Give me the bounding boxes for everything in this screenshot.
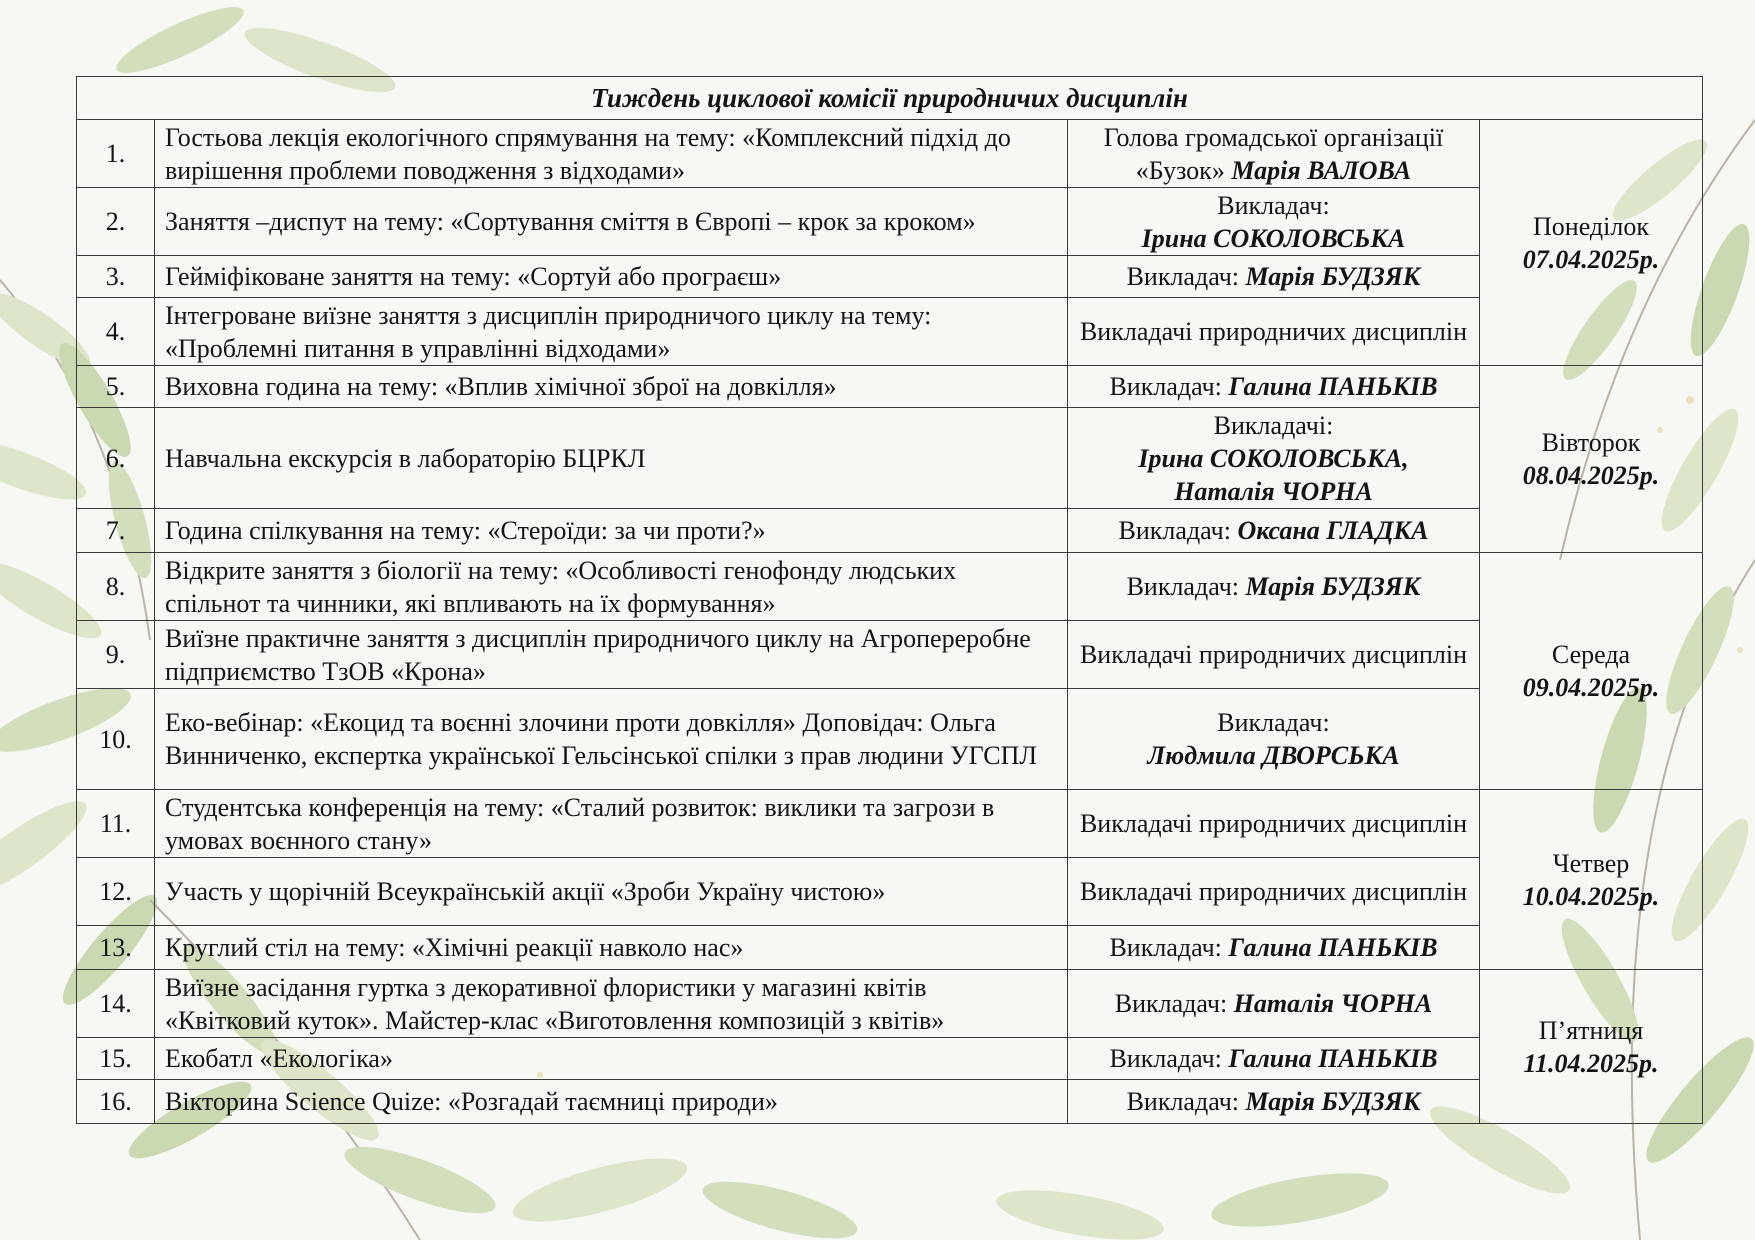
responsible-role: Викладач: [1126, 1087, 1239, 1116]
responsible-name: Наталія ЧОРНА [1174, 476, 1373, 506]
responsible-role: Викладач: [1118, 516, 1231, 545]
table-row [77, 188, 1703, 256]
day-date: 08.04.2025р. [1522, 461, 1660, 490]
responsible-role: Викладач: [1126, 262, 1239, 291]
row-number: 5. [77, 366, 155, 408]
responsible-role: Викладач: [1109, 1044, 1222, 1073]
table-row [77, 408, 1703, 509]
table-row [77, 926, 1703, 970]
row-number: 13. [77, 926, 155, 970]
day-cell-wednesday [1480, 553, 1703, 790]
responsible-role: Голова громадської організації «Бузок» [1103, 122, 1444, 185]
table-row [77, 1038, 1703, 1080]
responsible-role: Викладачі природничих дисциплін [1079, 640, 1468, 669]
responsible-name: Ірина СОКОЛОВСЬКА, [1138, 443, 1409, 473]
responsible-person [1068, 926, 1480, 970]
day-name: Вівторок [1541, 428, 1641, 457]
responsible-name: Людмила ДВОРСЬКА [1147, 741, 1400, 770]
table-row [77, 970, 1703, 1038]
row-number: 14. [77, 970, 155, 1038]
event-description: Інтегроване виїзне заняття з дисциплін природничого циклу на тему: «Проблемні питання в управлінні відходами» [155, 298, 1068, 366]
responsible-name: Марія БУДЗЯК [1245, 1087, 1421, 1116]
day-date: 09.04.2025р. [1522, 673, 1660, 702]
day-cell-monday [1480, 120, 1703, 366]
row-number: 11. [77, 790, 155, 858]
responsible-person [1068, 408, 1480, 509]
event-description: Виїзне засідання гуртка з декоративної флористики у магазині квітів «Квітковий куток». Майстер-клас «Виготовлення композицій з квітів» [155, 970, 1068, 1038]
row-number: 12. [77, 858, 155, 926]
row-number: 9. [77, 621, 155, 689]
day-name: Понеділок [1533, 211, 1649, 241]
day-name: Середа [1551, 640, 1631, 669]
responsible-name: Ірина СОКОЛОВСЬКА [1141, 223, 1406, 253]
row-number: 4. [77, 298, 155, 366]
responsible-person [1068, 621, 1480, 689]
responsible-person [1068, 256, 1480, 298]
responsible-person [1068, 1038, 1480, 1080]
day-name: П’ятниця [1538, 1015, 1644, 1045]
day-date: 10.04.2025р. [1522, 881, 1660, 911]
table-row [77, 553, 1703, 621]
table-row [77, 256, 1703, 298]
event-description: Виховна година на тему: «Вплив хімічної зброї на довкілля» [155, 366, 1068, 408]
responsible-person [1068, 790, 1480, 858]
responsible-role: Викладач: [1217, 190, 1330, 220]
row-number: 7. [77, 509, 155, 553]
responsible-role: Викладачі природничих дисциплін [1079, 877, 1468, 906]
event-description: Еко-вебінар: «Екоцид та воєнні злочини проти довкілля» Доповідач: Ольга Винниченко, експертка української Гельсінської спілки з прав людини УГСПЛ [155, 689, 1068, 790]
day-cell-friday [1480, 970, 1703, 1124]
table-row [77, 689, 1703, 790]
row-number: 15. [77, 1038, 155, 1080]
day-cell-tuesday [1480, 366, 1703, 553]
day-date: 11.04.2025р. [1523, 1048, 1659, 1078]
row-number: 8. [77, 553, 155, 621]
responsible-person [1068, 366, 1480, 408]
table-row [77, 509, 1703, 553]
responsible-person [1068, 1080, 1480, 1124]
row-number: 1. [77, 120, 155, 188]
schedule-table [76, 76, 1703, 1124]
responsible-person [1068, 509, 1480, 553]
responsible-name: Галина ПАНЬКІВ [1228, 1044, 1438, 1073]
event-description: Навчальна екскурсія в лабораторію БЦРКЛ [155, 408, 1068, 509]
event-description: Заняття –диспут на тему: «Сортування сміття в Європі – крок за кроком» [155, 188, 1068, 256]
table-row [77, 366, 1703, 408]
responsible-person [1068, 689, 1480, 790]
table-row [77, 858, 1703, 926]
event-description: Участь у щорічній Всеукраїнській акції «Зроби Україну чистою» [155, 858, 1068, 926]
event-description: Гостьова лекція екологічного спрямування на тему: «Комплексний підхід до вирішення проблеми поводження з відходами» [155, 120, 1068, 188]
day-date: 07.04.2025р. [1522, 244, 1660, 274]
table-row [77, 621, 1703, 689]
responsible-name: Галина ПАНЬКІВ [1228, 372, 1438, 401]
table-row [77, 120, 1703, 188]
responsible-name: Марія БУДЗЯК [1245, 572, 1421, 601]
responsible-person [1068, 858, 1480, 926]
responsible-person [1068, 970, 1480, 1038]
row-number: 2. [77, 188, 155, 256]
responsible-person [1068, 298, 1480, 366]
table-row [77, 298, 1703, 366]
responsible-name: Оксана ГЛАДКА [1237, 516, 1429, 545]
row-number: 3. [77, 256, 155, 298]
event-description: Студентська конференція на тему: «Сталий розвиток: виклики та загрози в умовах воєнного стану» [155, 790, 1068, 858]
responsible-role: Викладач: [1114, 989, 1228, 1018]
day-name: Четвер [1552, 848, 1630, 878]
responsible-role: Викладачі природничих дисциплін [1079, 809, 1468, 838]
responsible-role: Викладач: [1126, 572, 1239, 601]
table-title: Тиждень циклової комісії природничих дисциплін [77, 77, 1703, 120]
responsible-role: Викладач: [1109, 933, 1222, 962]
schedule-page [76, 76, 1702, 1124]
table-row [77, 790, 1703, 858]
event-description: Гейміфіковане заняття на тему: «Сортуй або програєш» [155, 256, 1068, 298]
responsible-role: Викладач: [1109, 372, 1222, 401]
responsible-person [1068, 553, 1480, 621]
responsible-person [1068, 120, 1480, 188]
event-description: Екобатл «Екологіка» [155, 1038, 1068, 1080]
event-description: Відкрите заняття з біології на тему: «Особливості генофонду людських спільнот та чинники, які впливають на їх формування» [155, 553, 1068, 621]
table-row [77, 1080, 1703, 1124]
responsible-role: Викладачі природничих дисциплін [1079, 317, 1468, 346]
row-number: 6. [77, 408, 155, 509]
day-cell-thursday [1480, 790, 1703, 970]
responsible-role: Викладач: [1217, 708, 1330, 737]
event-description: Круглий стіл на тему: «Хімічні реакції навколо нас» [155, 926, 1068, 970]
responsible-name: Марія БУДЗЯК [1245, 262, 1421, 291]
responsible-role: Викладачі: [1213, 410, 1334, 440]
responsible-name: Марія ВАЛОВА [1231, 155, 1412, 185]
responsible-person [1068, 188, 1480, 256]
event-description: Година спілкування на тему: «Стероїди: за чи проти?» [155, 509, 1068, 553]
row-number: 10. [77, 689, 155, 790]
event-description: Вікторина Science Quize: «Розгадай таємниці природи» [155, 1080, 1068, 1124]
responsible-name: Галина ПАНЬКІВ [1228, 933, 1438, 962]
event-description: Виїзне практичне заняття з дисциплін природничого циклу на Агропереробне підприємство ТзОВ «Крона» [155, 621, 1068, 689]
responsible-name: Наталія ЧОРНА [1233, 989, 1433, 1018]
row-number: 16. [77, 1080, 155, 1124]
